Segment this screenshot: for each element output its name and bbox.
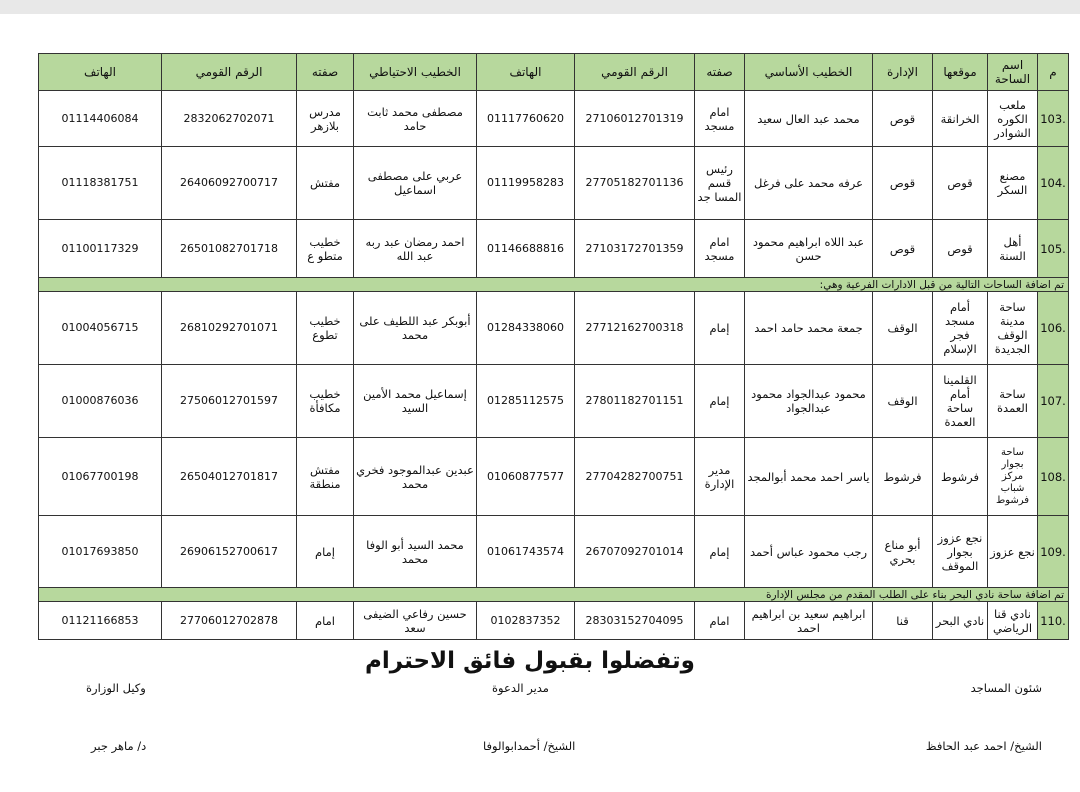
main-phone: 01284338060 bbox=[477, 292, 575, 365]
table-row bbox=[39, 365, 1069, 438]
col-main-national-id: الرقم القومي bbox=[575, 54, 695, 91]
backup-national-id: 26406092700717 bbox=[162, 147, 297, 220]
col-main-preacher: الخطيب الأساسي bbox=[745, 54, 873, 91]
backup-preacher: محمد السيد أبو الوفا محمد bbox=[354, 516, 477, 588]
area-name: ساحة العمدة bbox=[988, 365, 1038, 438]
administration: الوقف bbox=[873, 292, 933, 365]
backup-national-id: 27706012702878 bbox=[162, 602, 297, 640]
area-name: ملعب الكوره الشوادر bbox=[988, 91, 1038, 147]
area-name: نادي قنا الرياضي bbox=[988, 602, 1038, 640]
row-index: 105. bbox=[1038, 220, 1069, 278]
signature-title-mosques: شئون المساجد bbox=[970, 681, 1042, 695]
backup-phone: 01118381751 bbox=[39, 147, 162, 220]
table-row bbox=[39, 91, 1069, 147]
col-backup-national-id: الرقم القومي bbox=[162, 54, 297, 91]
main-preacher: محمود عبدالجواد محمود عبدالجواد bbox=[745, 365, 873, 438]
main-phone: 01146688816 bbox=[477, 220, 575, 278]
col-location: موقعها bbox=[933, 54, 988, 91]
main-title: امام مسجد bbox=[695, 91, 745, 147]
location: الخرانقة bbox=[933, 91, 988, 147]
main-national-id: 26707092701014 bbox=[575, 516, 695, 588]
col-administration: الإدارة bbox=[873, 54, 933, 91]
col-backup-preacher: الخطيب الاحتياطي bbox=[354, 54, 477, 91]
row-index: 106. bbox=[1038, 292, 1069, 365]
col-index: م bbox=[1038, 54, 1069, 91]
backup-title: امام bbox=[297, 602, 354, 640]
backup-phone: 01000876036 bbox=[39, 365, 162, 438]
backup-preacher: عبدين عبدالموجود فخري محمد bbox=[354, 438, 477, 516]
row-index: 109. bbox=[1038, 516, 1069, 588]
signature-title-deputy: وكيل الوزارة bbox=[86, 681, 146, 695]
signature-title-dawa: مدير الدعوة bbox=[492, 681, 549, 695]
table-row bbox=[39, 438, 1069, 516]
backup-preacher: عربي على مصطفى اسماعيل bbox=[354, 147, 477, 220]
backup-phone: 01100117329 bbox=[39, 220, 162, 278]
backup-title: خطيب تطوع bbox=[297, 292, 354, 365]
location: فرشوط bbox=[933, 438, 988, 516]
location: قوص bbox=[933, 220, 988, 278]
table-header bbox=[39, 54, 1069, 91]
backup-national-id: 26810292701071 bbox=[162, 292, 297, 365]
backup-title: مدرس بلازهر bbox=[297, 91, 354, 147]
main-phone: 0102837352 bbox=[477, 602, 575, 640]
location: نادي البحر bbox=[933, 602, 988, 640]
col-main-phone: الهاتف bbox=[477, 54, 575, 91]
preachers-sheet bbox=[38, 53, 1068, 640]
main-phone: 01119958283 bbox=[477, 147, 575, 220]
top-strip bbox=[0, 0, 1080, 14]
main-preacher: عرفه محمد على فرغل bbox=[745, 147, 873, 220]
table-row bbox=[39, 516, 1069, 588]
backup-phone: 01067700198 bbox=[39, 438, 162, 516]
main-phone: 01061743574 bbox=[477, 516, 575, 588]
main-preacher: جمعة محمد حامد احمد bbox=[745, 292, 873, 365]
administration: قنا bbox=[873, 602, 933, 640]
main-title: إمام bbox=[695, 365, 745, 438]
main-national-id: 27103172701359 bbox=[575, 220, 695, 278]
location: نجع عزوز بجوار الموقف bbox=[933, 516, 988, 588]
main-title: مدير الإدارة bbox=[695, 438, 745, 516]
area-name: ساحة بجوار مركز شباب فرشوط bbox=[988, 438, 1038, 516]
area-name: ساحة مدينة الوقف الجديدة bbox=[988, 292, 1038, 365]
note-text: تم اضافة الساحات التالية من قبل الادارات الفرعية وهي: bbox=[39, 278, 1069, 292]
administration: الوقف bbox=[873, 365, 933, 438]
note-text: تم اضافة ساحة نادي البحر بناء على الطلب المقدم من مجلس الإدارة bbox=[39, 588, 1069, 602]
area-name: أهل السنة bbox=[988, 220, 1038, 278]
area-name: مصنع السكر bbox=[988, 147, 1038, 220]
main-title: رئيس قسم المسا جد bbox=[695, 147, 745, 220]
closing-line bbox=[0, 648, 1080, 674]
main-title: إمام bbox=[695, 516, 745, 588]
main-preacher: ياسر احمد محمد أبوالمجد bbox=[745, 438, 873, 516]
main-phone: 01285112575 bbox=[477, 365, 575, 438]
backup-title: خطيب متطو ع bbox=[297, 220, 354, 278]
backup-phone: 01114406084 bbox=[39, 91, 162, 147]
backup-preacher: إسماعيل محمد الأمين السيد bbox=[354, 365, 477, 438]
backup-national-id: 26504012701817 bbox=[162, 438, 297, 516]
main-phone: 01117760620 bbox=[477, 91, 575, 147]
col-backup-title: صفته bbox=[297, 54, 354, 91]
note-row bbox=[39, 588, 1069, 602]
row-index: 108. bbox=[1038, 438, 1069, 516]
location: القلمينا أمام ساحة العمدة bbox=[933, 365, 988, 438]
backup-preacher: حسين رفاعي الضيفى سعد bbox=[354, 602, 477, 640]
signature-name-center: الشيخ/ أحمدابوالوفا bbox=[483, 739, 576, 753]
backup-title: خطيب مكافأة bbox=[297, 365, 354, 438]
backup-phone: 01121166853 bbox=[39, 602, 162, 640]
main-preacher: عبد اللاه ابراهيم محمود حسن bbox=[745, 220, 873, 278]
location: أمام مسجد فجر الإسلام bbox=[933, 292, 988, 365]
table-row bbox=[39, 147, 1069, 220]
backup-title: إمام bbox=[297, 516, 354, 588]
preachers-table bbox=[38, 53, 1069, 640]
main-national-id: 27704282700751 bbox=[575, 438, 695, 516]
col-area-name: اسم الساحة bbox=[988, 54, 1038, 91]
row-index: 104. bbox=[1038, 147, 1069, 220]
main-national-id: 27705182701136 bbox=[575, 147, 695, 220]
backup-preacher: أبوبكر عبد اللطيف على محمد bbox=[354, 292, 477, 365]
backup-national-id: 2832062702071 bbox=[162, 91, 297, 147]
main-title: إمام bbox=[695, 292, 745, 365]
main-phone: 01060877577 bbox=[477, 438, 575, 516]
backup-title: مفتش منطقة bbox=[297, 438, 354, 516]
signature-name-left: د/ ماهر جبر bbox=[91, 739, 147, 753]
col-main-title: صفته bbox=[695, 54, 745, 91]
row-index: 107. bbox=[1038, 365, 1069, 438]
main-title: امام bbox=[695, 602, 745, 640]
main-title: امام مسجد bbox=[695, 220, 745, 278]
table-row bbox=[39, 602, 1069, 640]
col-backup-phone: الهاتف bbox=[39, 54, 162, 91]
backup-preacher: مصطفى محمد ثابت حامد bbox=[354, 91, 477, 147]
table-row bbox=[39, 292, 1069, 365]
backup-phone: 01004056715 bbox=[39, 292, 162, 365]
row-index: 103. bbox=[1038, 91, 1069, 147]
signature-name-right: الشيخ/ احمد عبد الحافظ bbox=[925, 739, 1042, 753]
row-index: 110. bbox=[1038, 602, 1069, 640]
main-preacher: محمد عبد العال سعيد bbox=[745, 91, 873, 147]
main-national-id: 27712162700318 bbox=[575, 292, 695, 365]
backup-phone: 01017693850 bbox=[39, 516, 162, 588]
administration: قوص bbox=[873, 147, 933, 220]
main-national-id: 27801182701151 bbox=[575, 365, 695, 438]
administration: قوص bbox=[873, 91, 933, 147]
closing-text: وتفضلوا بقبول فائق الاحترام bbox=[365, 648, 695, 674]
administration: فرشوط bbox=[873, 438, 933, 516]
location: قوص bbox=[933, 147, 988, 220]
main-preacher: ابراهيم سعيد بن ابراهيم احمد bbox=[745, 602, 873, 640]
administration: قوص bbox=[873, 220, 933, 278]
backup-preacher: احمد رمضان عبد ربه عبد الله bbox=[354, 220, 477, 278]
main-national-id: 27106012701319 bbox=[575, 91, 695, 147]
area-name: نجع عزوز bbox=[988, 516, 1038, 588]
backup-national-id: 27506012701597 bbox=[162, 365, 297, 438]
table-row bbox=[39, 220, 1069, 278]
administration: أبو مناع بحري bbox=[873, 516, 933, 588]
backup-title: مفتش bbox=[297, 147, 354, 220]
backup-national-id: 26906152700617 bbox=[162, 516, 297, 588]
backup-national-id: 26501082701718 bbox=[162, 220, 297, 278]
main-national-id: 28303152704095 bbox=[575, 602, 695, 640]
main-preacher: رجب محمود عباس أحمد bbox=[745, 516, 873, 588]
note-row bbox=[39, 278, 1069, 292]
